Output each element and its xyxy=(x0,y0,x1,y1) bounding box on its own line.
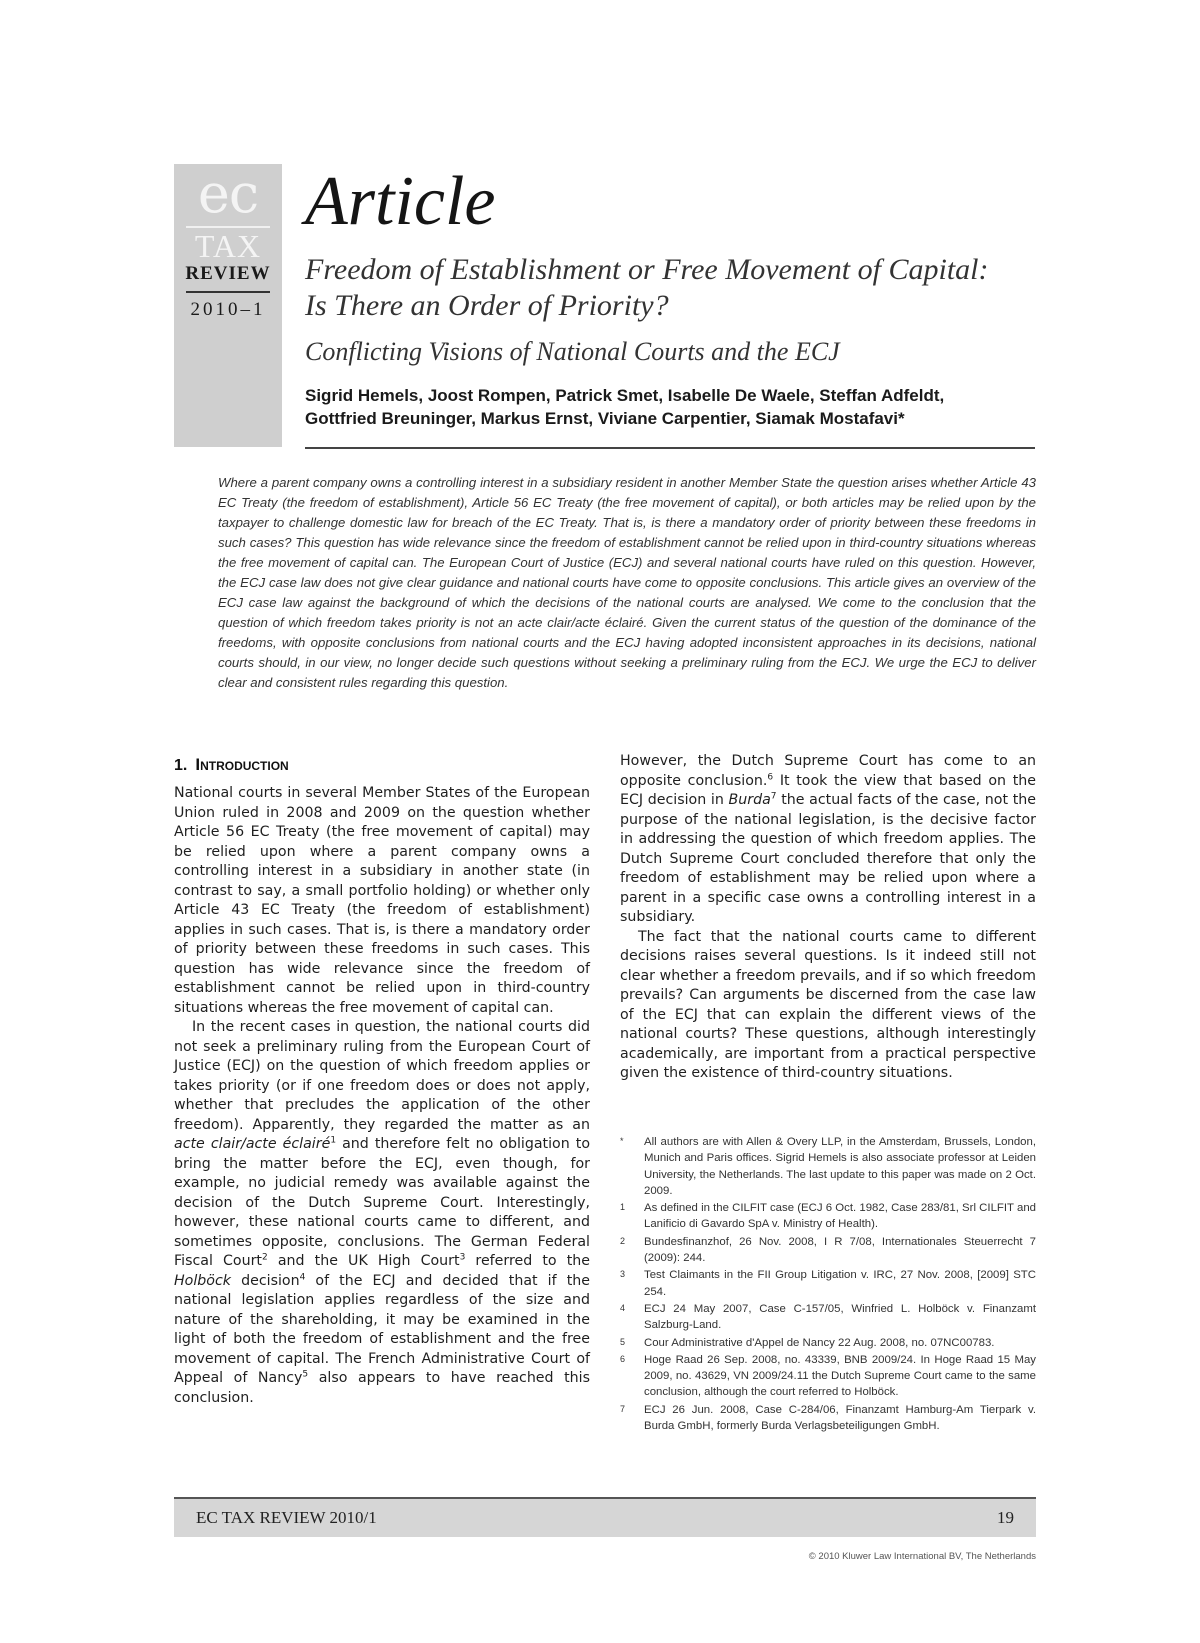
text-run: of the ECJ and decided that if the national legislation applies regardless of the size and nature of the shareholding, it may be examined in the light of both the freedom of establishment and the free movement of capital. The French Administrative Court of Appeal of Nancy xyxy=(174,1272,590,1386)
footnote-mark: 3 xyxy=(620,1269,626,1280)
logo-tax-text: TAX xyxy=(194,228,262,264)
footnote-ref[interactable]: 7 xyxy=(770,791,777,802)
article-header xyxy=(305,160,1035,430)
text-run: referred to the xyxy=(465,1253,591,1269)
footnote-ref[interactable]: 6 xyxy=(767,771,774,782)
body-column-left xyxy=(174,755,590,1408)
paragraph-1: National courts in several Member States of the European Union ruled in 2008 and 2009 on the question whether Article 56 EC Treaty (the free movement of capital) may be relied upon where a parent company owns a controlling interest in a subsidiary in another state (in contrast to say, a small portfolio holding) or whether only Article 43 EC Treaty (the freedom of establishment) applies in such cases. That is, is there a mandatory order of priority between these freedoms in such cases. This question has wide relevance since the freedom of establishment cannot be relied upon in third-country situations whereas the free movement of capital can. xyxy=(174,785,590,1016)
article-label: Article xyxy=(305,163,496,240)
footnote-mark: 2 xyxy=(620,1235,626,1246)
page-footer xyxy=(174,1497,1036,1537)
text-run: However, the Dutch Supreme Court has come to an opposite conclusion. xyxy=(620,753,1036,789)
footnote xyxy=(620,1301,1036,1334)
footnote xyxy=(620,1352,1036,1401)
text-run: In the recent cases in question, the national courts did not seek a preliminary ruling from the European Court of Justice (ECJ) on the question of which freedom applies or takes priority (or if one freedom does or does not apply, whether that precludes the application of the other freedom). Apparently, they regarded the matter as an xyxy=(174,1019,590,1133)
text-run-italic: Burda xyxy=(728,792,771,808)
text-run-italic: acte clair/acte éclairé xyxy=(174,1136,331,1152)
footnote xyxy=(620,1402,1036,1435)
footnote-mark: 1 xyxy=(620,1202,626,1213)
footnote-text: ECJ 26 Jun. 2008, Case C-284/06, Finanzamt Hamburg-Am Tierpark v. Burda GmbH, formerly Burda Verlagsbeteiligungen GmbH. xyxy=(644,1403,1036,1433)
header-rule xyxy=(305,447,1035,449)
footnote-mark: 7 xyxy=(620,1403,626,1414)
authors-line-1: Sigrid Hemels, Joost Rompen, Patrick Smet, Isabelle De Waele, Steffan Adfeldt, xyxy=(305,386,945,405)
paragraph-2 xyxy=(174,1018,590,1408)
footnote-text: Bundesfinanzhof, 26 Nov. 2008, I R 7/08, Internationales Steuerrecht 7 (2009): 244. xyxy=(644,1235,1036,1265)
footnote-ref[interactable]: 4 xyxy=(299,1271,306,1282)
logo-review-text: REVIEW xyxy=(185,263,271,284)
footnote xyxy=(620,1234,1036,1267)
title-line-1: Freedom of Establishment or Free Movement of Capital: xyxy=(305,253,989,286)
footnote-ref[interactable]: 3 xyxy=(459,1252,466,1263)
logo-year-text: 2010–1 xyxy=(190,299,266,320)
paragraph-4: The fact that the national courts came to different decisions raises several questions. Is it indeed still not clear whether a freedom prevails, and if so which freedom prevails? Can arguments be discerned from the case law of the ECJ that can explain the different views of the national courts? These questions, although interestingly academically, are important from a practical perspective given the existence of third-country situations. xyxy=(620,928,1036,1081)
footnote-mark: * xyxy=(620,1136,624,1146)
footnote-mark: 6 xyxy=(620,1353,626,1364)
body-column-right xyxy=(620,752,1036,1084)
text-run: decision xyxy=(231,1272,300,1289)
footnote xyxy=(620,1134,1036,1199)
author-list xyxy=(305,384,1035,430)
footnotes xyxy=(620,1134,1036,1435)
footnote-text: Cour Administrative d'Appel de Nancy 22 Aug. 2008, no. 07NC00783. xyxy=(644,1336,995,1349)
text-run: the actual facts of the case, not the purpose of the national legislation, is the decisive factor in addressing the question of which freedom applies. The Dutch Supreme Court concluded therefore that only the freedom of establishment may be relied upon where a parent in a specific case owns a controlling interest in a subsidiary. xyxy=(620,792,1037,925)
footnote-text: Test Claimants in the FII Group Litigation v. IRC, 27 Nov. 2008, [2009] STC 254. xyxy=(644,1269,1036,1298)
paragraph-3 xyxy=(620,752,1036,928)
abstract: Where a parent company owns a controlling interest in a subsidiary resident in another Member State the question arises whether Article 43 EC Treaty (the freedom of establishment), Article 56 EC Treaty (the free movement of capital), or both articles may be relied upon by the taxpayer to challenge domestic law for breach of the EC Treaty. That is, is there a mandatory order of priority between these freedoms in such cases? This question has wide relevance since the freedom of establishment cannot be relied upon in third-country situations whereas the free movement of capital can. The European Court of Justice (ECJ) and several national courts have ruled on this question. However, the ECJ case law does not give clear guidance and national courts have come to opposite conclusions. This article gives an overview of the ECJ case law against the background of which the decisions of the national courts are analysed. We come to the conclusion that the question of which freedom takes priority is not an acte clair/acte éclairé. Given the current status of the question of the dominance of the freedoms, with opposite conclusions from national courts and the ECJ having adopted inconsistent approaches in its decisions, national courts should, in our view, no longer decide such questions without seeking a preliminary ruling from the ECJ. We urge the ECJ to deliver clear and consistent rules regarding this question. xyxy=(218,475,1036,690)
article-title xyxy=(305,252,1035,324)
footnote-ref[interactable]: 5 xyxy=(302,1369,309,1380)
text-run: and therefore felt no obligation to bring the matter before the ECJ, even though, for example, no judicial remedy was available against the decision of the Dutch Supreme Court. Interestingly, however, these national courts came to different, and sometimes opposite, conclusions. The German Federal Fiscal Court xyxy=(174,1136,591,1269)
footnote-text: ECJ 24 May 2007, Case C-157/05, Winfried L. Holböck v. Finanzamt Salzburg-Land. xyxy=(644,1302,1036,1332)
footnote-text: All authors are with Allen & Overy LLP, in the Amsterdam, Brussels, London, Munich and Paris offices. Sigrid Hemels is also associate professor at Leiden University, the Netherlands. The last update to this paper was made on 2 Oct. 2009. xyxy=(644,1136,1036,1197)
copyright-notice: © 2010 Kluwer Law International BV, The Netherlands xyxy=(808,1551,1036,1562)
footnote-text: As defined in the CILFIT case (ECJ 6 Oct. 1982, Case 283/81, Srl CILFIT and Lanificio di Gavardo SpA v. Ministry of Health). xyxy=(644,1202,1036,1231)
text-run-italic: Holböck xyxy=(174,1272,231,1289)
footnote-text: Hoge Raad 26 Sep. 2008, no. 43339, BNB 2009/24. In Hoge Raad 15 May 2009, no. 43629, VN 2009/24.11 the Dutch Supreme Court came to the same conclusion, although the court referred to Holböck. xyxy=(644,1353,1036,1399)
journal-logo xyxy=(174,164,282,447)
logo-divider-dark xyxy=(186,291,270,293)
footnote xyxy=(620,1267,1036,1300)
section-heading xyxy=(174,755,590,776)
section-number: 1. xyxy=(174,757,188,774)
section-title: Introduction xyxy=(195,755,289,774)
authors-line-2: Gottfried Breuninger, Markus Ernst, Viviane Carpentier, Siamak Mostafavi* xyxy=(305,409,905,428)
page-number: 19 xyxy=(997,1508,1014,1527)
footnote xyxy=(620,1200,1036,1233)
article-subtitle: Conflicting Visions of National Courts and the ECJ xyxy=(305,337,840,366)
journal-issue: EC TAX REVIEW 2010/1 xyxy=(196,1508,377,1527)
logo-ec-text: ec xyxy=(197,162,259,225)
footnote xyxy=(620,1335,1036,1351)
text-run: It took the view that based on the ECJ decision in xyxy=(620,772,1036,808)
footnote-ref[interactable]: 2 xyxy=(262,1252,268,1263)
footnote-mark: 4 xyxy=(620,1302,626,1313)
title-line-2: Is There an Order of Priority? xyxy=(305,289,669,322)
footnote-mark: 5 xyxy=(620,1336,626,1347)
text-run: also appears to have reached this conclusion. xyxy=(174,1370,590,1406)
footnote-ref[interactable]: 1 xyxy=(330,1135,337,1146)
text-run: and the UK High Court xyxy=(267,1253,460,1269)
